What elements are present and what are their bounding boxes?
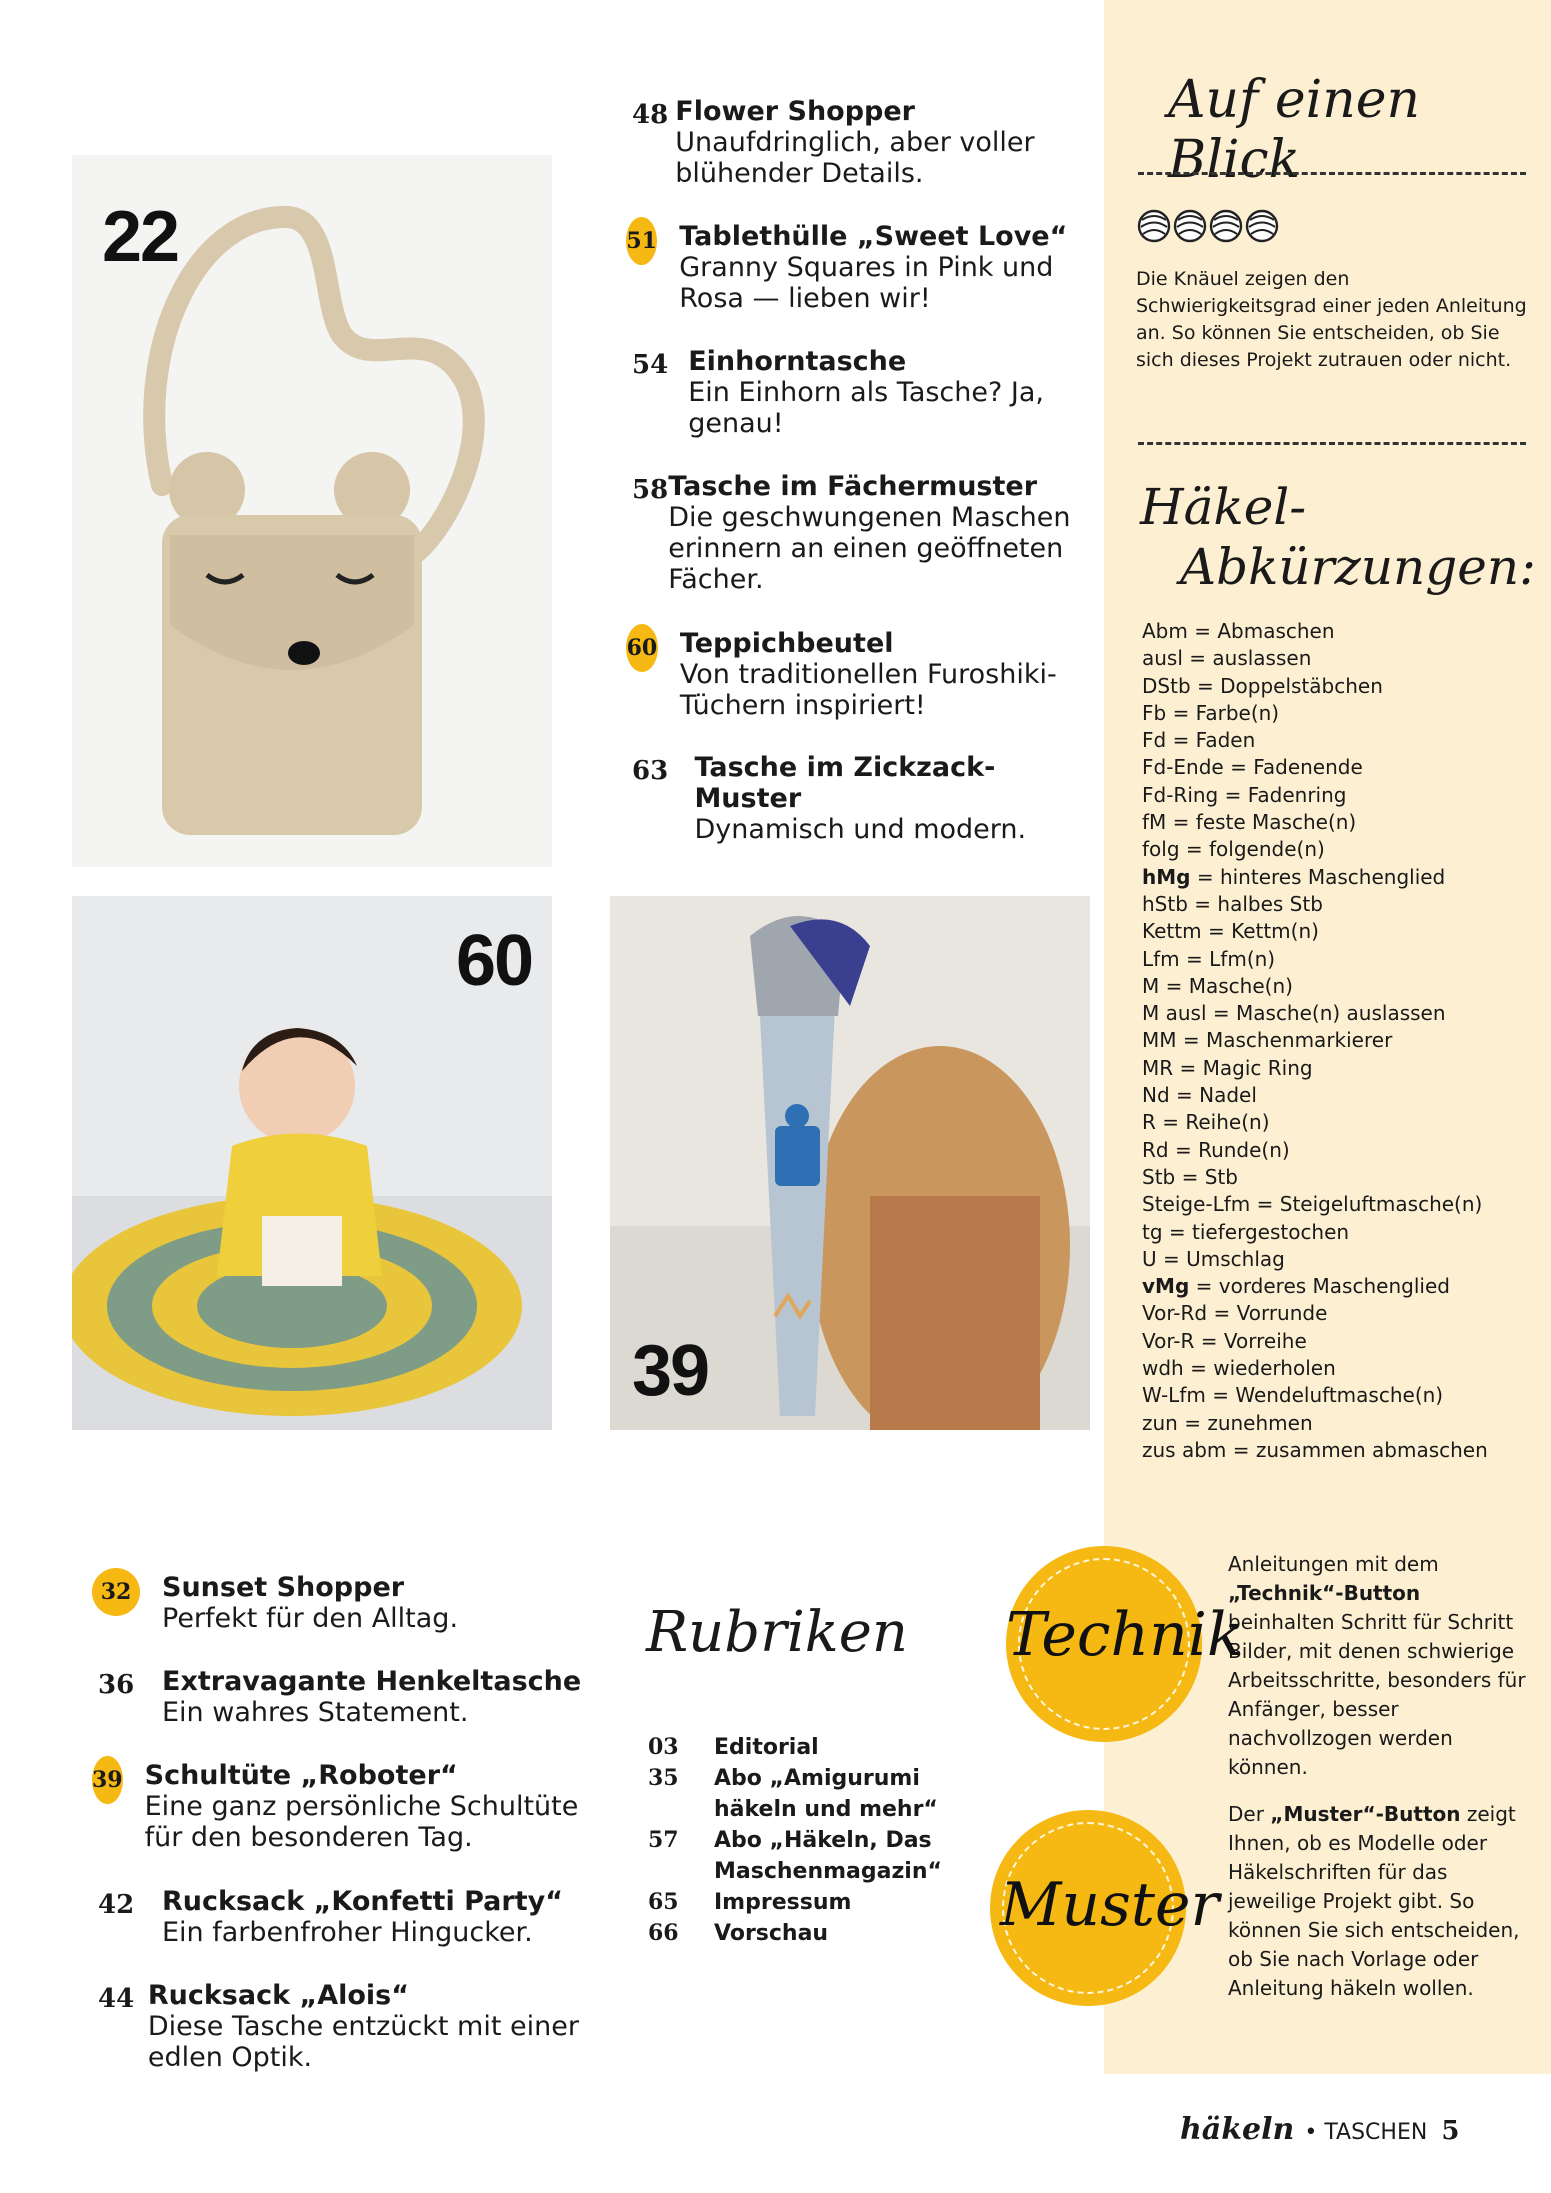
abbreviation-key: Rd bbox=[1142, 1137, 1169, 1162]
abbreviation-value: = wiederholen bbox=[1190, 1356, 1336, 1381]
abbreviation-row bbox=[1142, 727, 1537, 754]
abbreviation-key: U bbox=[1142, 1246, 1157, 1271]
rubriken-heading: Rubriken bbox=[646, 1600, 908, 1665]
rubriken-label: Impressum bbox=[714, 1890, 852, 1915]
abbreviation-value: = Doppelstäbchen bbox=[1197, 673, 1383, 698]
abbreviation-value: = Abmaschen bbox=[1194, 619, 1335, 643]
rubriken-list bbox=[648, 1732, 1008, 1949]
yarn-balls-icon bbox=[1136, 208, 1296, 244]
toc-title: Tasche im Zickzack-Muster bbox=[694, 752, 996, 814]
muster-explanation bbox=[1228, 1800, 1528, 2003]
page-number: 44 bbox=[98, 1984, 135, 2014]
abbreviation-row bbox=[1142, 864, 1537, 891]
toc-entry-text bbox=[679, 221, 1092, 314]
toc-entry[interactable] bbox=[92, 1760, 618, 1853]
rubriken-label: Abo „Häkeln, Das Maschenmagazin“ bbox=[714, 1828, 942, 1884]
abbreviation-key: M ausl bbox=[1142, 1001, 1207, 1026]
abbreviation-value: = Nadel bbox=[1176, 1083, 1257, 1108]
technik-text-bold: „Technik“-Button bbox=[1228, 1581, 1421, 1605]
difficulty-text: Die Knäuel zeigen den Schwierigkeitsgrad einer jeden Anleitung an. So können Sie entscheiden, ob Sie sich dieses Projekt zutrauen oder nicht. bbox=[1136, 268, 1527, 371]
technik-text-body: beinhalten Schritt für Schritt Bilder, mit denen schwierige Arbeitsschritte, besonders für Anfänger, besser nachvollzogen werden können. bbox=[1228, 1610, 1526, 1779]
sidebar-heading: Auf einen Blick bbox=[1168, 70, 1420, 190]
toc-entry[interactable] bbox=[626, 221, 1092, 314]
abbreviation-row bbox=[1142, 973, 1537, 1000]
abbreviation-key: hStb bbox=[1142, 891, 1188, 916]
page-number: 5 bbox=[1441, 2116, 1460, 2146]
abbreviation-value: = Vorrunde bbox=[1213, 1301, 1328, 1326]
abbreviation-value: = Umschlag bbox=[1163, 1246, 1285, 1271]
toc-title: Rucksack „Alois“ bbox=[147, 1980, 409, 2011]
abbreviation-key: Vor-Rd bbox=[1142, 1301, 1208, 1326]
toc-entry-text bbox=[145, 1760, 618, 1853]
abbreviation-row bbox=[1142, 1382, 1537, 1409]
technik-text-intro: Anleitungen mit dem bbox=[1228, 1552, 1439, 1576]
abbreviation-value: = Vorreihe bbox=[1200, 1328, 1307, 1353]
abbreviation-row bbox=[1142, 700, 1537, 727]
abbreviation-row bbox=[1142, 1355, 1537, 1382]
toc-entry-text bbox=[148, 1980, 618, 2073]
abbreviation-row bbox=[1142, 946, 1537, 973]
divider bbox=[1138, 172, 1526, 175]
abbreviation-value: = Wendeluftmasche(n) bbox=[1212, 1383, 1444, 1408]
toc-title: Teppichbeutel bbox=[679, 628, 894, 659]
technik-stamp-label: Technik bbox=[1006, 1600, 1244, 1670]
abbreviation-row bbox=[1142, 1000, 1537, 1027]
abbreviation-key: Lfm bbox=[1142, 946, 1180, 971]
toc-entry[interactable] bbox=[98, 1980, 618, 2073]
abbreviation-key: ausl bbox=[1142, 646, 1183, 671]
abbreviation-value: = hinteres Maschenglied bbox=[1196, 864, 1446, 889]
abbreviation-row bbox=[1142, 918, 1537, 945]
abbreviation-key: tg bbox=[1142, 1219, 1163, 1244]
abbreviation-key: W-Lfm bbox=[1142, 1383, 1206, 1408]
toc-description: Ein wahres Statement. bbox=[162, 1697, 469, 1728]
toc-description: Dynamisch und modern. bbox=[694, 814, 1027, 845]
abbreviation-row bbox=[1142, 673, 1537, 700]
toc-title: Einhorntasche bbox=[688, 346, 907, 377]
abbreviation-key: Abm bbox=[1142, 619, 1188, 643]
abbreviation-key: Vor-R bbox=[1142, 1328, 1195, 1353]
abbr-heading-line2: Abkürzungen: bbox=[1180, 538, 1536, 596]
toc-entry-text bbox=[688, 346, 1092, 439]
toc-description: Von traditionellen Furoshiki-Tüchern inspiriert! bbox=[679, 659, 1057, 721]
abbreviation-row bbox=[1142, 1191, 1537, 1218]
muster-text-intro: Der bbox=[1228, 1802, 1264, 1826]
muster-text-bold: „Muster“-Button bbox=[1270, 1802, 1461, 1826]
toc-entry[interactable] bbox=[98, 1666, 618, 1728]
abbreviation-key: Fd bbox=[1142, 728, 1167, 753]
toc-entry-text bbox=[668, 471, 1092, 595]
abbreviation-key: zun bbox=[1142, 1410, 1178, 1435]
abbreviation-row bbox=[1142, 836, 1537, 863]
abbreviation-key: MR bbox=[1142, 1055, 1174, 1080]
abbreviation-key: vMg bbox=[1142, 1274, 1190, 1299]
muster-text-body: zeigt Ihnen, ob es Modelle oder Häkelschriften für das jeweilige Projekt gibt. So können Sie sich entscheiden, ob Sie nach Vorlage oder Anleitung häkeln wollen. bbox=[1228, 1802, 1520, 2000]
abbreviation-row bbox=[1142, 1164, 1537, 1191]
toc-title: Flower Shopper bbox=[675, 96, 915, 127]
abbreviation-value: = Fadenende bbox=[1230, 755, 1363, 780]
toc-entry-text bbox=[162, 1886, 563, 1948]
toc-entry[interactable] bbox=[98, 1572, 618, 1634]
abbreviation-key: Stb bbox=[1142, 1164, 1176, 1189]
toc-title: Sunset Shopper bbox=[162, 1572, 405, 1603]
rubriken-label: Editorial bbox=[714, 1735, 819, 1760]
rubriken-item[interactable] bbox=[648, 1918, 1008, 1949]
abbreviation-key: fM bbox=[1142, 810, 1167, 835]
toc-title: Rucksack „Konfetti Party“ bbox=[162, 1886, 563, 1917]
toc-description: Unaufdringlich, aber voller blühender Details. bbox=[675, 127, 1035, 189]
abbreviation-row bbox=[1142, 1328, 1537, 1355]
abbreviation-key: R bbox=[1142, 1110, 1156, 1135]
abbreviation-row bbox=[1142, 1219, 1537, 1246]
rubriken-page-number: 66 bbox=[648, 1920, 679, 1946]
abbreviation-value: = tiefergestochen bbox=[1168, 1219, 1350, 1244]
abbreviation-key: MM bbox=[1142, 1028, 1177, 1053]
footer-brand: häkeln bbox=[1180, 2112, 1295, 2147]
rubriken-page-number: 65 bbox=[648, 1889, 679, 1915]
toc-description: Eine ganz persönliche Schultüte für den besonderen Tag. bbox=[144, 1791, 579, 1853]
abbreviation-row bbox=[1142, 645, 1537, 672]
abbreviation-key: Fd-Ende bbox=[1142, 755, 1224, 780]
abbreviation-key: DStb bbox=[1142, 673, 1191, 698]
rubriken-page-number: 03 bbox=[648, 1734, 679, 1760]
abbreviation-row bbox=[1142, 1109, 1537, 1136]
technik-stamp bbox=[1006, 1546, 1244, 1742]
abbreviation-value: = feste Masche(n) bbox=[1172, 810, 1357, 835]
page-footer bbox=[1180, 2112, 1459, 2147]
rubriken-page-number: 35 bbox=[648, 1765, 679, 1791]
abbreviation-value: = Masche(n) auslassen bbox=[1212, 1001, 1446, 1026]
toc-description: Perfekt für den Alltag. bbox=[162, 1603, 459, 1634]
abbreviation-value: = Fadenring bbox=[1224, 782, 1347, 807]
abbreviation-row bbox=[1142, 782, 1537, 809]
toc-entry-text bbox=[694, 752, 1092, 845]
rubriken-item[interactable] bbox=[648, 1763, 1008, 1825]
abbreviation-key: Nd bbox=[1142, 1083, 1170, 1108]
abbreviation-row bbox=[1142, 1246, 1537, 1273]
photo-number-baby: 60 bbox=[456, 921, 533, 1001]
rubriken-item[interactable] bbox=[648, 1887, 1008, 1918]
abbreviation-row bbox=[1142, 1300, 1537, 1327]
abbreviation-row bbox=[1142, 618, 1537, 645]
abbreviation-key: Kettm bbox=[1142, 919, 1202, 944]
abbreviation-key: folg bbox=[1142, 837, 1180, 862]
abbreviation-list bbox=[1142, 618, 1537, 1464]
abbreviation-row bbox=[1142, 1273, 1537, 1300]
muster-stamp bbox=[990, 1810, 1220, 2006]
abbreviation-value: = Runde(n) bbox=[1174, 1137, 1290, 1162]
toc-entry[interactable] bbox=[632, 752, 1092, 845]
abbreviation-value: = Steigeluftmasche(n) bbox=[1256, 1192, 1483, 1217]
abbreviation-key: M bbox=[1142, 973, 1160, 998]
abbreviation-value: = Magic Ring bbox=[1179, 1055, 1313, 1080]
toc-entry-text bbox=[680, 628, 1092, 721]
abbreviation-key: zus abm bbox=[1142, 1437, 1227, 1462]
abbreviation-row bbox=[1142, 1137, 1537, 1164]
toc-entry-text bbox=[162, 1666, 581, 1728]
toc-title: Extravagante Henkeltasche bbox=[162, 1666, 582, 1697]
toc-entry[interactable] bbox=[632, 471, 1092, 595]
abbreviation-value: = Kettm(n) bbox=[1207, 919, 1319, 944]
footer-section: • TASCHEN bbox=[1304, 2120, 1428, 2145]
toc-entry-text bbox=[162, 1572, 458, 1634]
abbreviation-value: = Maschenmarkierer bbox=[1182, 1028, 1393, 1053]
abbreviation-value: = zunehmen bbox=[1184, 1410, 1313, 1435]
toc-description: Ein Einhorn als Tasche? Ja, genau! bbox=[688, 377, 1045, 439]
page-badge: 60 bbox=[626, 624, 658, 672]
toc-description: Ein farbenfroher Hingucker. bbox=[162, 1917, 533, 1948]
rubriken-item[interactable] bbox=[648, 1825, 1008, 1887]
technik-explanation bbox=[1228, 1550, 1528, 1782]
toc-description: Granny Squares in Pink und Rosa — lieben wir! bbox=[679, 252, 1054, 314]
rubriken-item[interactable] bbox=[648, 1732, 1008, 1763]
abbreviation-value: = folgende(n) bbox=[1185, 837, 1325, 862]
muster-stamp-label: Muster bbox=[1000, 1870, 1220, 1940]
abbreviation-key: hMg bbox=[1142, 864, 1191, 889]
abbreviation-value: = Reihe(n) bbox=[1162, 1110, 1270, 1135]
rubriken-label: Abo „Amigurumi häkeln und mehr“ bbox=[714, 1766, 938, 1822]
toc-description: Die geschwungenen Maschen erinnern an einen geöffneten Fächer. bbox=[668, 502, 1071, 595]
page-badge: 32 bbox=[92, 1568, 140, 1616]
toc-description: Diese Tasche entzückt mit einer edlen Optik. bbox=[147, 2011, 579, 2073]
abbreviation-value: = Faden bbox=[1172, 728, 1256, 753]
toc-title: Schultüte „Roboter“ bbox=[144, 1760, 458, 1791]
toc-title: Tablethülle „Sweet Love“ bbox=[679, 221, 1068, 252]
page-badge: 39 bbox=[92, 1756, 123, 1804]
abbreviation-row bbox=[1142, 1082, 1537, 1109]
page-badge: 51 bbox=[626, 217, 657, 265]
toc-entry[interactable] bbox=[632, 96, 1092, 189]
abbreviation-row bbox=[1142, 891, 1537, 918]
toc-title: Tasche im Fächermuster bbox=[668, 471, 1038, 502]
abbreviation-key: Steige-Lfm bbox=[1142, 1192, 1251, 1217]
abbreviation-value: = halbes Stb bbox=[1194, 891, 1323, 916]
abbreviation-value: = vorderes Maschenglied bbox=[1195, 1274, 1450, 1299]
rubriken-page-number: 57 bbox=[648, 1827, 679, 1853]
page-number: 54 bbox=[632, 350, 669, 380]
divider bbox=[1138, 442, 1526, 445]
abbreviation-row bbox=[1142, 754, 1537, 781]
rubriken-label: Vorschau bbox=[714, 1921, 829, 1946]
abbreviation-row bbox=[1142, 1437, 1537, 1464]
abbreviation-row bbox=[1142, 1055, 1537, 1082]
abbr-heading-line1: Häkel- bbox=[1140, 478, 1307, 536]
abbreviation-key: Fd-Ring bbox=[1142, 782, 1219, 807]
toc-entry[interactable] bbox=[626, 628, 1092, 721]
page-number: 36 bbox=[98, 1670, 135, 1700]
abbreviation-row bbox=[1142, 1027, 1537, 1054]
abbreviation-value: = auslassen bbox=[1189, 646, 1312, 671]
toc-entry-text bbox=[675, 96, 1092, 189]
abbreviation-value: = Farbe(n) bbox=[1172, 700, 1280, 725]
page-number: 58 bbox=[632, 475, 669, 505]
page-number: 48 bbox=[632, 100, 669, 130]
page-number: 42 bbox=[98, 1890, 135, 1920]
abbreviation-row bbox=[1142, 1410, 1537, 1437]
photo-number-cone: 39 bbox=[632, 1331, 709, 1411]
abbreviation-key: wdh bbox=[1142, 1356, 1184, 1381]
abbreviation-row bbox=[1142, 809, 1537, 836]
page-number: 63 bbox=[632, 756, 669, 786]
abbreviation-value: = Masche(n) bbox=[1165, 973, 1293, 998]
abbreviation-value: = Stb bbox=[1181, 1164, 1238, 1189]
abbreviation-value: = zusammen abmaschen bbox=[1232, 1437, 1488, 1462]
photo-number-bag: 22 bbox=[102, 197, 179, 277]
toc-entry[interactable] bbox=[98, 1886, 618, 1948]
toc-entry[interactable] bbox=[632, 346, 1092, 439]
abbreviation-value: = Lfm(n) bbox=[1186, 946, 1276, 971]
abbreviation-key: Fb bbox=[1142, 700, 1167, 725]
